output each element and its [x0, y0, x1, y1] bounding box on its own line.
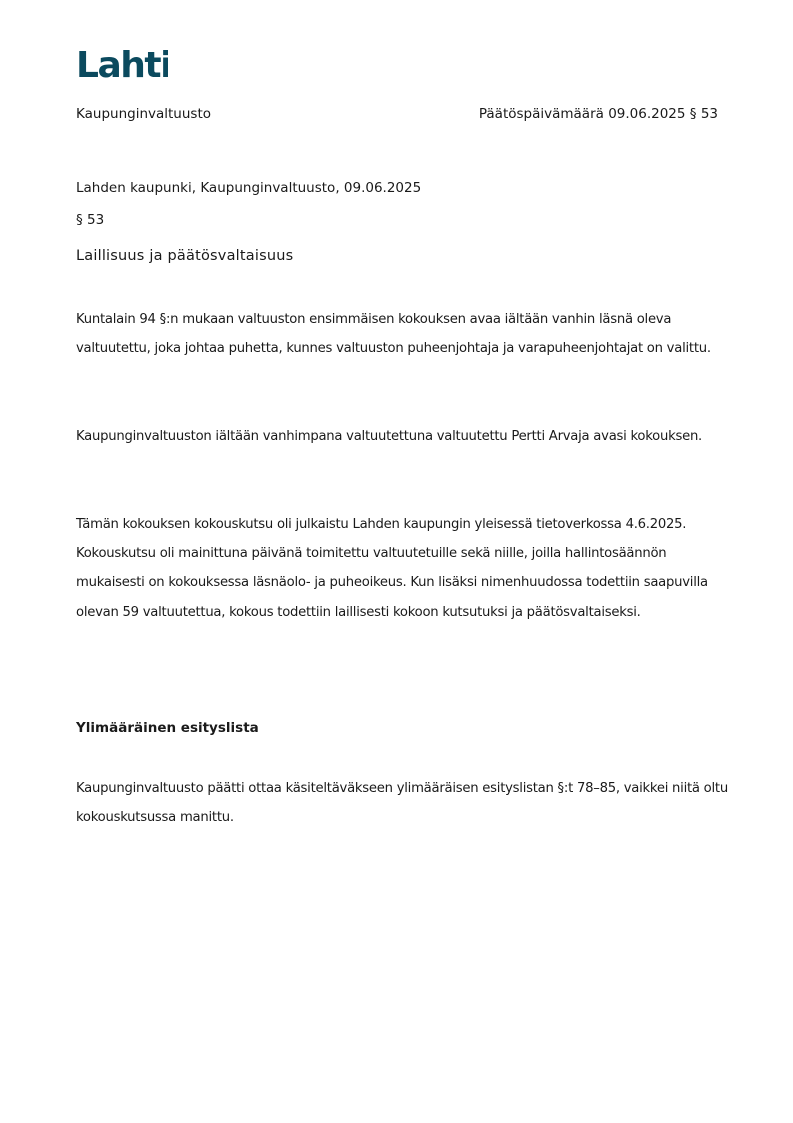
logo-text: Lahti [76, 45, 168, 84]
header-organ: Kaupunginvaltuusto [76, 106, 212, 122]
header-decision-ref: Päätöspäivämäärä 09.06.2025 § 53 [478, 106, 718, 122]
paragraph-1: Kuntalain 94 §:n mukaan valtuuston ensimmäisen kokouksen avaa iältään vanhin läsnä oleva valtuutettu, joka johtaa puhetta, kunnes valtuuston puheenjohtaja ja varapuheenjohtajat on valittu. [76, 312, 711, 357]
lahti-logo-icon [76, 44, 168, 84]
final-paragraph: Kaupunginvaltuusto päätti ottaa käsiteltäväkseen ylimääräisen esityslistan §:t 78–85, vaikkei niitä oltu kokouskutsussa manittu. [76, 781, 728, 826]
document-title: Laillisuus ja päätösvaltaisuus [76, 248, 294, 264]
section-number: § 53 [76, 212, 105, 228]
paragraph-3: Tämän kokouksen kokouskutsu oli julkaistu Lahden kaupungin yleisessä tietoverkossa 4.6.2025. Kokouskutsu oli mainittuna päivänä toimitettu valtuutetuille sekä niille, joilla hallintosäännön mukaisesti on kokouksessa läsnäolo- ja puheoikeus. Kun lisäksi nimenhuudossa todettiin saapuvilla olevan 59 valtuutettua, kokous todettiin laillisesti kokoon kutsutuksi ja päätösvaltaiseksi. [76, 517, 708, 620]
subheading: Ylimääräinen esityslista [76, 720, 259, 736]
lahti-logo [76, 44, 168, 84]
paragraph-2: Kaupunginvaltuuston iältään vanhimpana valtuutettuna valtuutettu Pertti Arvaja avasi kokouksen. [76, 429, 703, 444]
meta-line: Lahden kaupunki, Kaupunginvaltuusto, 09.06.2025 [76, 180, 422, 196]
